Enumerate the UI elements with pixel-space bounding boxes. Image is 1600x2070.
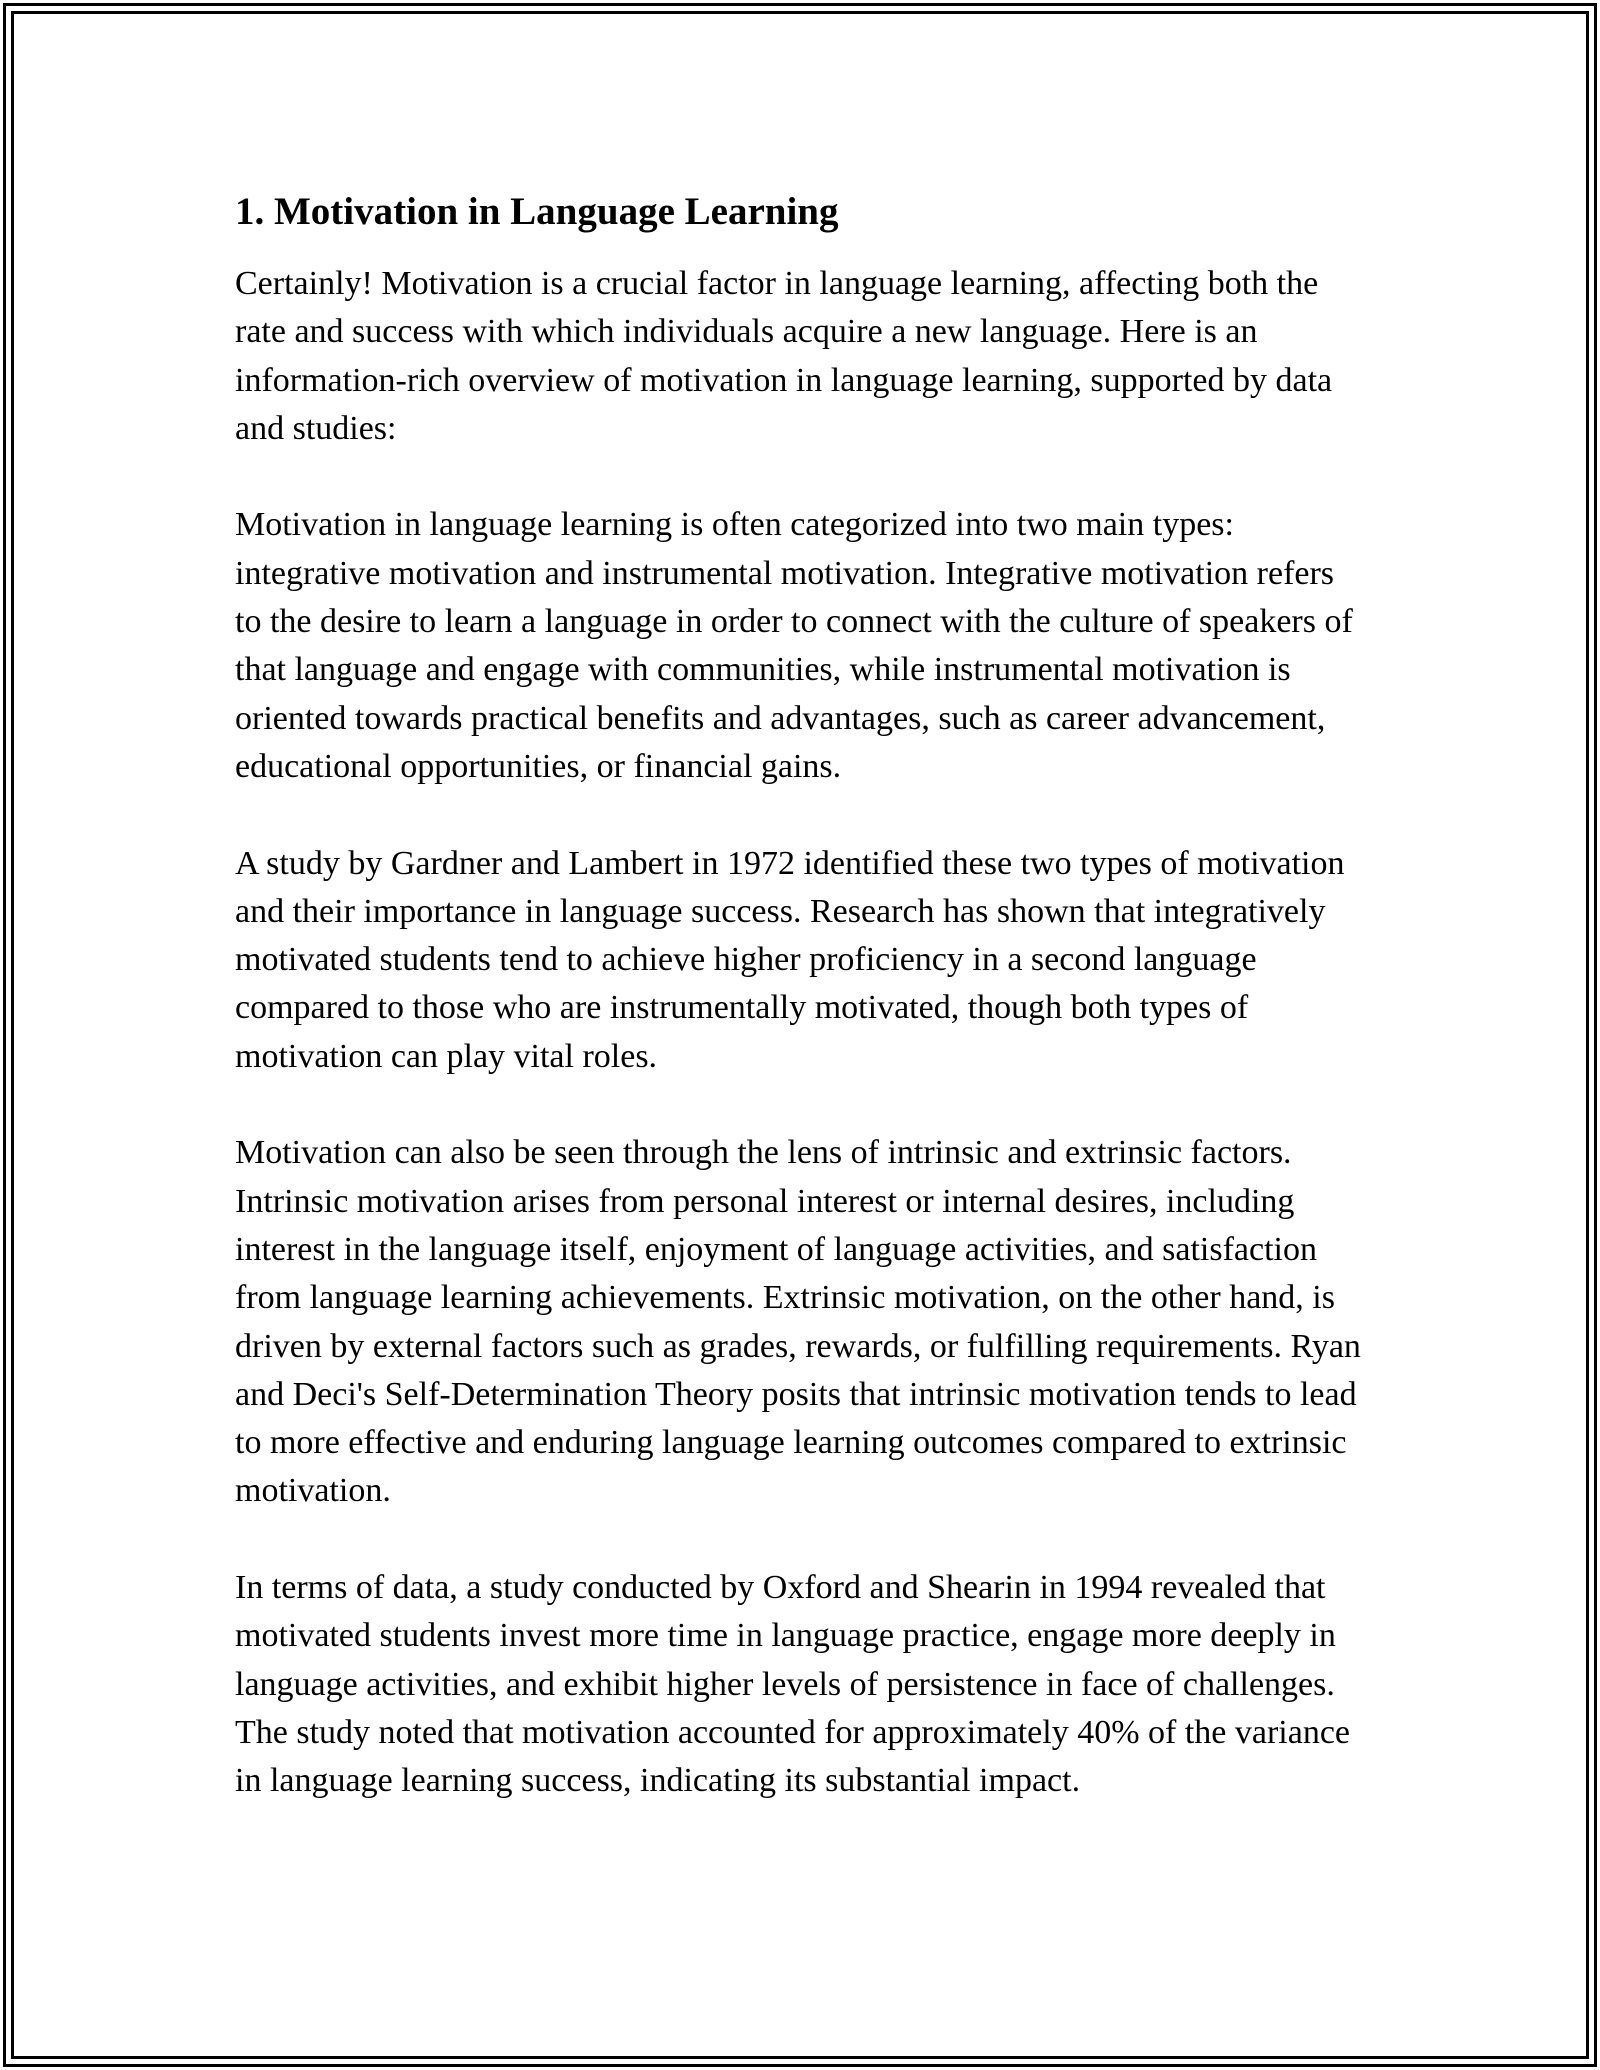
paragraph-types-of-motivation: Motivation in language learning is often categorized into two main types: integrative motivation and instrumental motivation. Integrative motivation refers to the desire to learn a language in order to connect with the culture of speakers of that language and engage with communities, while instrumental motivation is oriented towards practical benefits and advantages, such as career advancement, educational opportunities, or financial gains. bbox=[235, 506, 1353, 785]
paragraph-gardner-lambert-study: A study by Gardner and Lambert in 1972 identified these two types of motivation and their importance in language success. Research has shown that integratively motivated students tend to achieve higher proficiency in a second language compared to those who are instrumentally motivated, though both types of motivation can play vital roles. bbox=[235, 844, 1345, 1075]
paragraph-intrinsic-extrinsic: Motivation can also be seen through the lens of intrinsic and extrinsic factors. Intrinsic motivation arises from personal interest or internal desires, including interest in the language itself, enjoyment of language activities, and satisfaction from language learning achievements. Extrinsic motivation, on the other hand, is driven by external factors such as grades, rewards, or fulfilling requirements. Ryan and Deci's Self-Determination Theory posits that intrinsic motivation tends to lead to more effective and enduring language learning outcomes compared to extrinsic motivation. bbox=[235, 1134, 1361, 1510]
document-body bbox=[235, 186, 1365, 1854]
section-heading: 1. Motivation in Language Learning bbox=[235, 190, 839, 233]
paragraph-oxford-shearin-study: In terms of data, a study conducted by Oxford and Shearin in 1994 revealed that motivated students invest more time in language practice, engage more deeply in language activities, and exhibit higher levels of persistence in face of challenges. The study noted that motivation accounted for approximately 40% of the variance in language learning success, indicating its substantial impact. bbox=[235, 1569, 1351, 1800]
paragraph-intro: Certainly! Motivation is a crucial factor in language learning, affecting both the rate and success with which individuals acquire a new language. Here is an information-rich overview of motivation in language learning, supported by data and studies: bbox=[235, 265, 1333, 447]
